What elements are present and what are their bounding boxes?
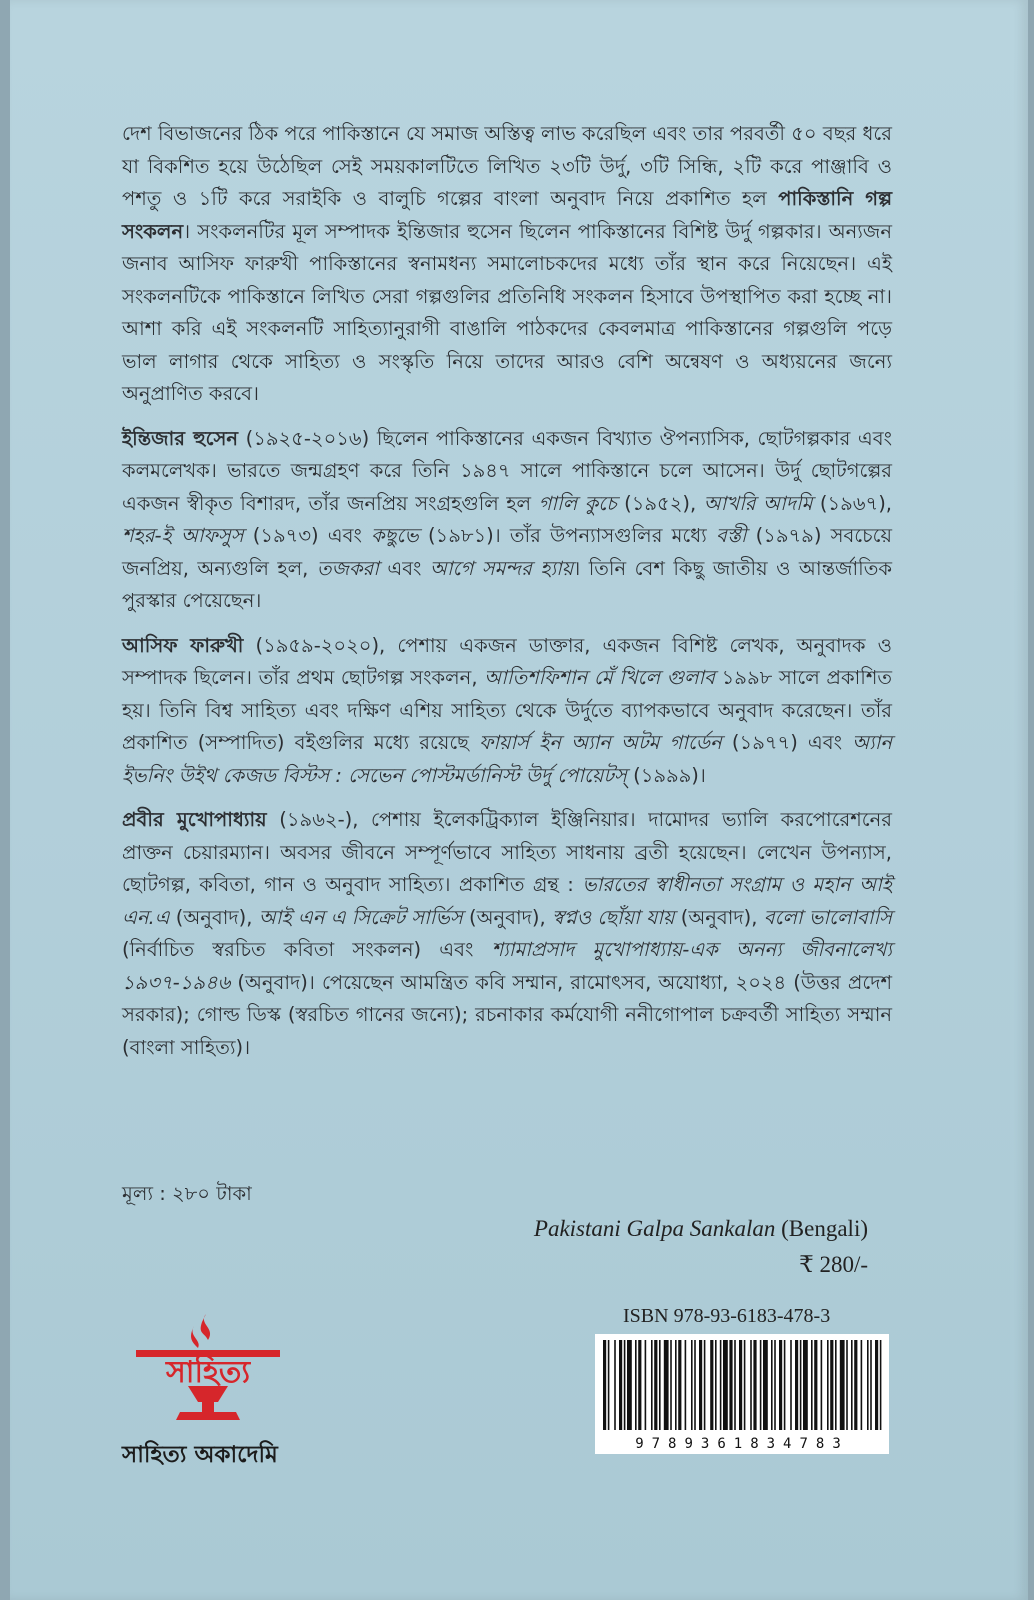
year-text: (১৯৫২), xyxy=(616,491,704,515)
english-title-line xyxy=(368,1216,868,1242)
book-atishfishan: আতিশফিশান মেঁ খিলে গুলাব xyxy=(484,666,716,689)
barcode-bar xyxy=(750,1340,752,1430)
barcode-bar xyxy=(846,1340,848,1430)
paragraph-asif xyxy=(122,630,892,793)
english-price: ₹ 280/- xyxy=(799,1252,868,1277)
bio-text: (১৯৮১)। তাঁর উপন্যাসগুলির মধ্যে xyxy=(418,524,716,547)
barcode-bar xyxy=(699,1340,702,1430)
year-text: (১৯৬৭), xyxy=(812,491,892,515)
barcode-bar xyxy=(830,1340,833,1430)
sahitya-akademi-logo xyxy=(128,1306,288,1426)
bio-text: (অনুবাদ), xyxy=(169,905,259,929)
book-basti: বস্তী xyxy=(715,524,747,547)
barcode-bar xyxy=(704,1340,706,1430)
barcode-bar xyxy=(645,1340,647,1430)
barcode-bar xyxy=(710,1340,713,1430)
book-freedom-struggle: ভারতের স্বাধীনতা সংগ্রাম ও মহান আই এন.এ xyxy=(122,873,892,929)
barcode-bar xyxy=(739,1340,742,1430)
paragraph-intizar xyxy=(122,423,892,618)
barcode-bar xyxy=(821,1340,823,1430)
intro-text: দেশ বিভাজনের ঠিক পরে পাকিস্তানে যে সমাজ অস্তিত্ব লাভ করেছিল এবং তার পরবর্তী ৫০ বছর ধরে যা বিকশিত হয়ে উঠেছিল সেই সময়কালটিতে লিখিত ২৩টি উর্দু, ৩টি সিন্ধি, ২টি করে পাঞ্জাবি ও পশতু ও ১টি করে সরাইকি ও বালুচি গল্পের বাংলা অনুবাদ নিয়ে প্রকাশিত হল xyxy=(122,122,892,210)
barcode-bar xyxy=(720,1340,722,1430)
barcode-digits: 9789361834783 xyxy=(635,1436,849,1452)
book-shahr-afsus: শহর-ই আফসুস xyxy=(122,524,244,547)
year-text: (১৯৭৩) এবং xyxy=(243,524,371,547)
book-title-bold: পাকিস্তানি গল্প সংকলন xyxy=(122,187,893,243)
prabir-bio: (১৯৬২-), পেশায় ইলেকট্রিক্যাল ইঞ্জিনিয়ার। দামোদর ভ্যালি করপোরেশনের প্রাক্তন চেয়ারম্যান। অবসর জীবনে সম্পূর্ণভাবে সাহিত্য সাধনায় ব্রতী হয়েছেন। লেখেন উপন্যাস, ছোটগল্প, কবিতা, গান ও অনুবাদ সাহিত্য। প্রকাশিত গ্রন্থ : xyxy=(122,808,892,896)
paragraph-prabir xyxy=(122,804,892,1064)
barcode-bar xyxy=(774,1340,776,1430)
author-name-asif: আসিফ ফারুখী xyxy=(122,633,244,657)
barcode-bar xyxy=(624,1340,626,1430)
book-shyamaprasad: শ্যামাপ্রসাদ মুখোপাধ্যায়-এক অনন্য জীবনালেখ্য ১৯৩৭-১৯৪৬ xyxy=(122,938,892,994)
barcode-bar xyxy=(619,1340,622,1430)
barcode-bar xyxy=(723,1340,728,1430)
author-name-intizar: ইন্তিজার হুসেন xyxy=(122,426,239,450)
bio-text: (অনুবাদ), xyxy=(674,905,764,929)
bio-text: (১৯৯৯)। xyxy=(626,763,706,787)
english-language: (Bengali) xyxy=(781,1216,868,1241)
barcode-bar xyxy=(784,1340,786,1430)
barcode-bar xyxy=(827,1340,829,1430)
barcode-bar xyxy=(814,1340,817,1430)
bio-text: এবং xyxy=(378,556,430,580)
barcode-bar xyxy=(811,1340,813,1430)
book-evening-caged: অ্যান ইভনিং উইথ কেজড বিস্টস : সেভেন পোস্টমর্ডানিস্ট উর্দু পোয়েটস্ xyxy=(122,731,892,787)
barcode xyxy=(595,1334,889,1454)
barcode-bar xyxy=(614,1340,616,1430)
barcode-bar xyxy=(790,1340,792,1430)
barcode-bar xyxy=(675,1340,677,1430)
book-ina-secret: আই এন এ সিক্রেট সার্ভিস xyxy=(258,905,463,929)
bio-text: ১৯৯৮ সালে প্রকাশিত হয়। তিনি বিশ্ব সাহিত্য এবং দক্ষিণ এশিয় সাহিত্য থেকে উর্দুতে ব্যাপকভাবে অনুবাদ করেছেন। তাঁর প্রকাশিত (সম্পাদিত) বইগুলির মধ্যে রয়েছে xyxy=(122,666,893,754)
barcode-bar xyxy=(803,1340,808,1430)
barcode-bar xyxy=(608,1340,610,1430)
translator-name-prabir: প্রবীর মুখোপাধ্যায় xyxy=(122,808,267,831)
barcode-bar xyxy=(867,1340,869,1430)
bio-text: । তিনি বেশ কিছু জাতীয় ও আন্তর্জাতিক পুরস্কার পেয়েছেন। xyxy=(122,556,893,612)
asif-bio: (১৯৫৯-২০২০), পেশায় একজন ডাক্তার, একজন বিশিষ্ট লেখক, অনুবাদক ও সম্পাদক ছিলেন। তাঁর প্রথম ছোটগল্প সংকলন, xyxy=(122,633,892,689)
barcode-bar xyxy=(795,1340,798,1430)
barcode-bar xyxy=(771,1340,773,1430)
barcode-bar xyxy=(779,1340,782,1430)
bio-text: (১৯৭৯) সবচেয়ে জনপ্রিয়, অন্যগুলি হল, xyxy=(122,524,892,580)
barcode-bar xyxy=(760,1340,762,1430)
barcode-bar xyxy=(763,1340,768,1430)
isbn-label: ISBN 978-93-6183-478-3 xyxy=(623,1305,831,1327)
barcode-bar xyxy=(635,1340,637,1430)
book-bolo-bhalobasi: বলো ভালোবাসি xyxy=(763,905,893,929)
book-gali-kuche: গালি কুচে xyxy=(538,491,617,515)
barcode-bar xyxy=(659,1340,661,1430)
blurb-text xyxy=(122,118,892,1076)
bio-text: (অনুবাদ)। পেয়েছেন আমন্ত্রিত কবি সম্মান, রামোৎসব, অযোধ্যা, ২০২৪ (উত্তর প্রদেশ সরকার); গোল্ড ডিস্ক (স্বরচিত গানের জন্যে); রচনাকার কর্মযোগী ননীগোপাল চক্রবর্তী সাহিত্য সম্মান (বাংলা সাহিত্য)। xyxy=(122,970,892,1059)
barcode-bar xyxy=(835,1340,837,1430)
back-cover xyxy=(10,0,1028,1600)
price-bengali: মূল্য : ২৮০ টাকা xyxy=(122,1182,252,1205)
barcode-bar xyxy=(685,1340,687,1430)
book-tazkara: তজকরা xyxy=(316,556,379,580)
barcode-bar xyxy=(861,1340,863,1430)
bio-text: (নির্বাচিত স্বরচিত কবিতা সংকলন) এবং xyxy=(122,938,492,961)
intro-text-rest: । সংকলনটির মূল সম্পাদক ইন্তিজার হুসেন ছিলেন পাকিস্তানের বিশিষ্ট উর্দু গল্পকার। অন্যজন জনাব আসিফ ফারুখী পাকিস্তানের স্বনামধন্য সমালোচকদের মধ্যে তাঁর স্থান করে নিয়েছেন। এই সংকলনটিকে পাকিস্তানে লিখিত সেরা গল্পগুলির প্রতিনিধি সংকলন হিসাবে উপস্থাপিত করা হচ্ছে না। আশা করি এই সংকলনটি সাহিত্যানুরাগী বাঙালি পাঠকদের কেবলমাত্র পাকিস্তানের গল্পগুলি পড়ে ভাল লাগার থেকে সাহিত্য ও সংস্কৃতি নিয়ে তাদের আরও বেশি অন্বেষণ ও অধ্যয়নের জন্যে অনুপ্রাণিত করবে। xyxy=(122,219,892,405)
book-kachhuve: কছুভে xyxy=(370,524,419,547)
book-swapno: স্বপ্নও ছোঁয়া যায় xyxy=(552,905,675,929)
barcode-bar xyxy=(678,1340,681,1430)
publisher-name: সাহিত্য অকাদেমি xyxy=(122,1442,278,1468)
barcode-bar xyxy=(851,1340,853,1430)
intizar-bio: (১৯২৫-২০১৬) ছিলেন পাকিস্তানের একজন বিখ্যাত ঔপন্যাসিক, ছোটগল্পকার এবং কলমলেখক। ভারতে জন্মগ্রহণ করে তিনি ১৯৪৭ সালে পাকিস্তানে চলে আসেন। উর্দু ছোটগল্পের একজন স্বীকৃত বিশারদ, তাঁর জনপ্রিয় সংগ্রহগুলি হল xyxy=(122,426,892,515)
logo-text: সাহিত্য xyxy=(165,1355,251,1390)
barcode-bar xyxy=(880,1340,882,1430)
barcode-bar xyxy=(638,1340,641,1430)
barcode-bar xyxy=(670,1340,672,1430)
barcode-bar xyxy=(694,1340,696,1430)
barcode-bar xyxy=(800,1340,802,1430)
barcode-bar xyxy=(840,1340,845,1430)
barcode-bar xyxy=(654,1340,657,1430)
barcode-bar xyxy=(854,1340,857,1430)
lamp-logo-icon xyxy=(128,1306,288,1426)
paragraph-intro xyxy=(122,118,892,411)
barcode-bar xyxy=(627,1340,632,1430)
english-title: Pakistani Galpa Sankalan xyxy=(533,1216,776,1241)
book-akhri-adami: আখরি আদমি xyxy=(703,491,813,515)
bio-text: (১৯৭৭) এবং xyxy=(721,731,853,754)
barcode-bar xyxy=(875,1340,878,1430)
barcode-bars xyxy=(601,1340,883,1432)
bio-text: (অনুবাদ), xyxy=(462,905,552,929)
barcode-bar xyxy=(870,1340,872,1430)
barcode-bar xyxy=(651,1340,653,1430)
barcode-bar xyxy=(664,1340,669,1430)
barcode-bar xyxy=(729,1340,732,1430)
barcode-bar xyxy=(753,1340,756,1430)
barcode-bar xyxy=(734,1340,736,1430)
barcode-bar xyxy=(715,1340,717,1430)
book-fires-autumn: ফায়ার্স ইন অ্যান অটম গার্ডেন xyxy=(479,731,722,754)
book-age-samandar: আগে সমন্দর হ্যায় xyxy=(429,556,574,580)
barcode-bar xyxy=(691,1340,693,1430)
barcode-bar xyxy=(603,1340,606,1430)
barcode-bar xyxy=(744,1340,746,1430)
